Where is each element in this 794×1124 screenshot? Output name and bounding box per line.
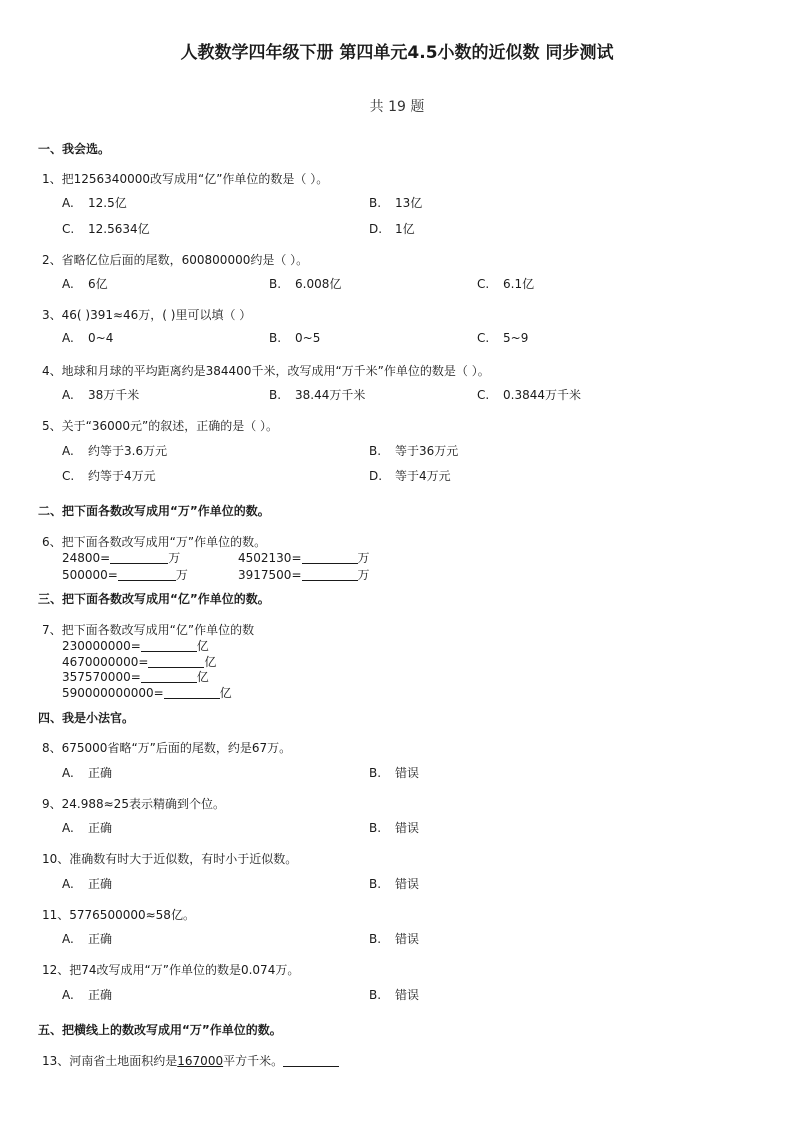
q9-option-a[interactable]: A. 正确 <box>62 821 113 835</box>
answer-line <box>283 1054 339 1067</box>
question-8: 8、675000省略“万”后面的尾数，约是67万。 <box>42 741 292 755</box>
q6-blank-1[interactable]: 24800= 万 <box>62 551 181 565</box>
underlined-number: 167000 <box>177 1054 224 1068</box>
q7-blank-3[interactable]: 357570000= 亿 <box>62 670 209 684</box>
q7-blank-1[interactable]: 230000000= 亿 <box>62 639 209 653</box>
q4-option-a[interactable]: A. 38万千米 <box>62 388 140 402</box>
q8-option-a[interactable]: A. 正确 <box>62 766 113 780</box>
q5-option-a[interactable]: A. 约等于3.6万元 <box>62 444 168 458</box>
question-11: 11、5776500000≈58亿。 <box>42 908 195 922</box>
q7-blank-2[interactable]: 4670000000= 亿 <box>62 655 217 669</box>
q3-option-a[interactable]: A. 0~4 <box>62 331 114 345</box>
question-count: 共 19 题 <box>369 99 425 115</box>
q12-option-a[interactable]: A. 正确 <box>62 988 113 1002</box>
q1-option-c[interactable]: C. 12.5634亿 <box>62 222 150 236</box>
question-3: 3、46( )391≈46万，( )里可以填（ ） <box>42 308 252 322</box>
question-5: 5、关于“36000元”的叙述，正确的是（ ）。 <box>42 419 279 433</box>
answer-line <box>302 551 358 564</box>
q2-option-c[interactable]: C. 6.1亿 <box>477 277 535 291</box>
q1-option-d[interactable]: D. 1亿 <box>369 222 415 236</box>
question-10: 10、准确数有时大于近似数，有时小于近似数。 <box>42 852 298 866</box>
q10-option-b[interactable]: B. 错误 <box>369 877 420 891</box>
question-4: 4、地球和月球的平均距离约是384400千米，改写成用“万千米”作单位的数是（ ）。 <box>42 364 490 378</box>
q3-option-c[interactable]: C. 5~9 <box>477 331 529 345</box>
question-1: 1、把1256340000改写成用“亿”作单位的数是（ ）。 <box>42 172 329 186</box>
answer-line <box>118 568 176 581</box>
q11-option-b[interactable]: B. 错误 <box>369 932 420 946</box>
q8-option-b[interactable]: B. 错误 <box>369 766 420 780</box>
answer-line <box>141 670 197 683</box>
question-13[interactable]: 13、河南省土地面积约是167000平方千米。 <box>42 1052 339 1069</box>
section-heading-3: 三、把下面各数改写成用“亿”作单位的数。 <box>38 592 270 606</box>
section-heading-5: 五、把横线上的数改写成用“万”作单位的数。 <box>38 1023 282 1037</box>
q5-option-c[interactable]: C. 约等于4万元 <box>62 469 156 483</box>
q4-option-b[interactable]: B. 38.44万千米 <box>269 388 366 402</box>
q2-option-a[interactable]: A. 6亿 <box>62 277 108 291</box>
q6-blank-2[interactable]: 4502130= 万 <box>238 551 370 565</box>
q3-option-b[interactable]: B. 0~5 <box>269 331 321 345</box>
question-12: 12、把74改写成用“万”作单位的数是0.074万。 <box>42 963 300 977</box>
q4-option-c[interactable]: C. 0.3844万千米 <box>477 388 581 402</box>
worksheet-title: 人教数学四年级下册 第四单元4.5小数的近似数 同步测试 <box>180 43 614 63</box>
q5-option-b[interactable]: B. 等于36万元 <box>369 444 459 458</box>
q9-option-b[interactable]: B. 错误 <box>369 821 420 835</box>
answer-line <box>110 551 168 564</box>
q11-option-a[interactable]: A. 正确 <box>62 932 113 946</box>
section-heading-4: 四、我是小法官。 <box>38 711 135 725</box>
answer-line <box>302 568 358 581</box>
q6-blank-3[interactable]: 500000= 万 <box>62 568 188 582</box>
q10-option-a[interactable]: A. 正确 <box>62 877 113 891</box>
answer-line <box>148 655 204 668</box>
q1-option-a[interactable]: A. 12.5亿 <box>62 196 127 210</box>
question-7: 7、把下面各数改写成用“亿”作单位的数 <box>42 623 255 637</box>
q5-option-d[interactable]: D. 等于4万元 <box>369 469 451 483</box>
question-9: 9、24.988≈25表示精确到个位。 <box>42 797 225 811</box>
q6-blank-4[interactable]: 3917500= 万 <box>238 568 370 582</box>
q7-blank-4[interactable]: 590000000000= 亿 <box>62 686 232 700</box>
question-2: 2、省略亿位后面的尾数，600800000约是（ ）。 <box>42 253 309 267</box>
q1-option-b[interactable]: B. 13亿 <box>369 196 423 210</box>
q12-option-b[interactable]: B. 错误 <box>369 988 420 1002</box>
answer-line <box>141 639 197 652</box>
q2-option-b[interactable]: B. 6.008亿 <box>269 277 342 291</box>
question-6: 6、把下面各数改写成用“万”作单位的数。 <box>42 535 267 549</box>
section-heading-1: 一、我会选。 <box>38 142 111 156</box>
answer-line <box>164 686 220 699</box>
section-heading-2: 二、把下面各数改写成用“万”作单位的数。 <box>38 504 270 518</box>
